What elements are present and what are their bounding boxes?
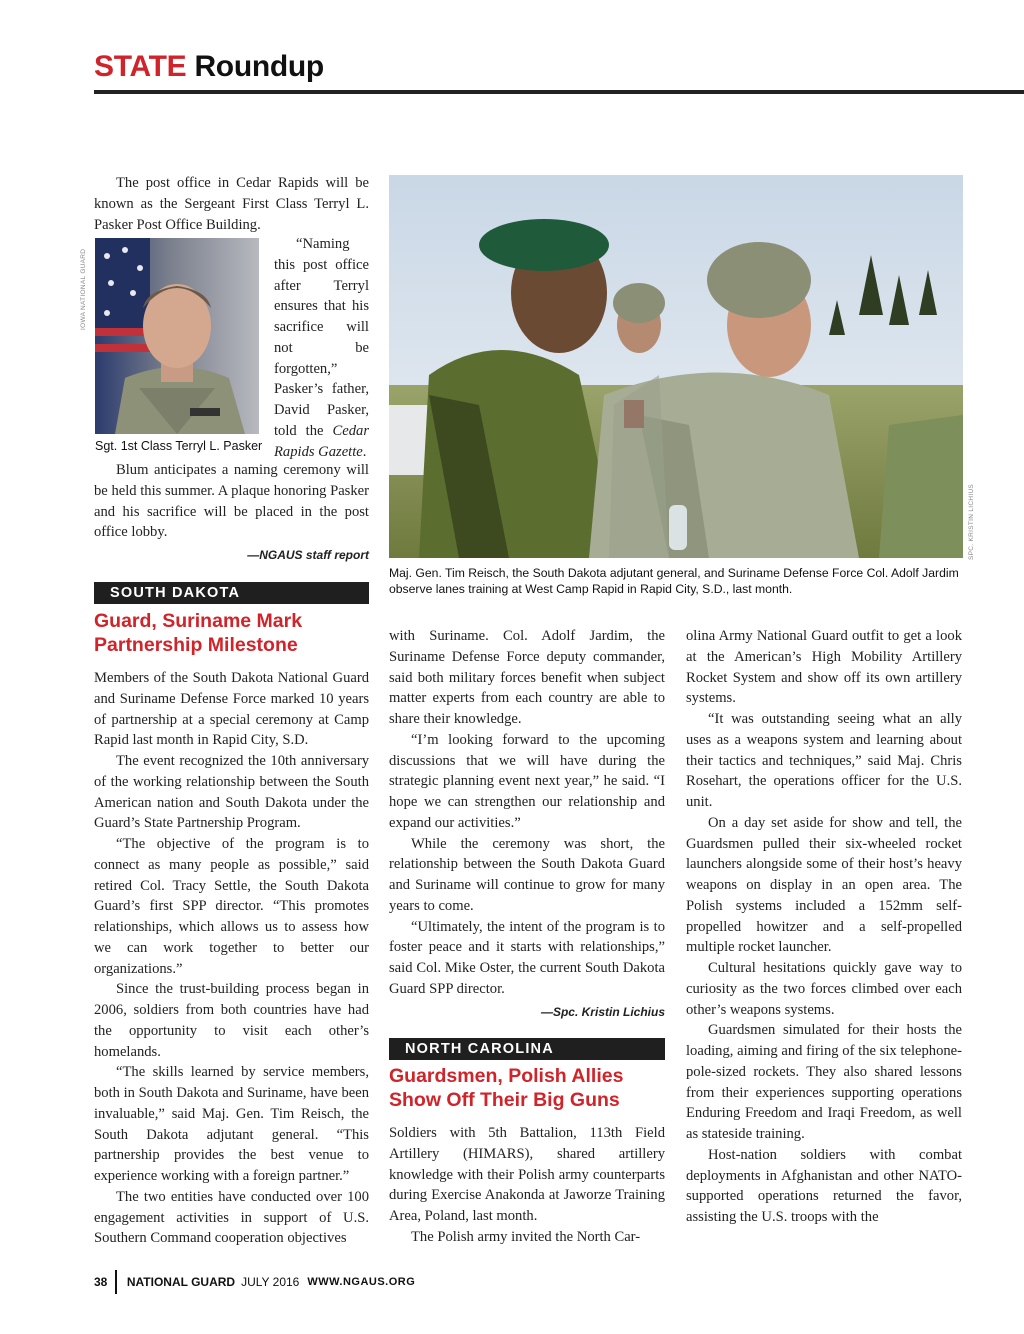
website-link[interactable]: WWW.NGAUS.ORG xyxy=(307,1276,416,1288)
photo-caption: Maj. Gen. Tim Reisch, the South Dakota adjutant general, and Suriname Defense Force Col. Adolf Jardim observe lanes training at West Camp Rapid in Rapid City, S.D., last month. xyxy=(389,566,959,596)
south-dakota-column-2 xyxy=(389,626,665,1022)
iowa-quote xyxy=(274,234,369,462)
article-paragraph: Since the trust-building process began in 2006, soldiers from both countries have had the opportunity to visit each other’s homelands. xyxy=(94,981,369,1060)
header-rule xyxy=(94,90,1024,94)
article-paragraph: olina Army National Guard outfit to get a look at the American’s High Mobility Artillery Rocket System and show off its own artillery systems. xyxy=(686,628,962,707)
article-paragraph: The Polish army invited the North Car- xyxy=(411,1228,641,1245)
article-paragraph: “It was outstanding seeing what an ally uses as a weapons system and learning about their tactics and techniques,” said Maj. Chris Rosehart, the operations officer for the U.S. unit. xyxy=(686,711,962,810)
newspaper-name: Cedar Rapids Gazette xyxy=(274,422,369,460)
photo-credit: SPC. KRISTIN LICHIUS xyxy=(968,483,975,560)
article-paragraph: Cultural hesitations quickly gave way to curiosity as the two forces climbed over each other’s weapons systems. xyxy=(686,960,962,1018)
article-paragraph: While the ceremony was short, the relationship between the South Dakota Guard and Suriname will continue to grow for many years to come. xyxy=(389,835,665,914)
article-paragraph: “Ultimately, the intent of the program is to foster peace and it starts with relationships,” said Col. Mike Oster, the current South Dakota Guard SPP director. xyxy=(389,918,665,997)
south-dakota-label: SOUTH DAKOTA xyxy=(94,582,369,604)
article-paragraph: The two entities have conducted over 100 engagement activities in support of U.S. Southern Command cooperation objectives xyxy=(94,1188,369,1247)
portrait-image xyxy=(95,238,259,434)
south-dakota-signature: —Spc. Kristin Lichius xyxy=(540,1004,665,1019)
iowa-signature: —NGAUS staff report xyxy=(247,548,369,562)
iowa-article xyxy=(94,173,369,235)
footer-divider xyxy=(115,1270,117,1294)
north-carolina-label: NORTH CAROLINA xyxy=(389,1038,665,1060)
article-paragraph: “I’m looking forward to the upcoming discussions that we will have during the strategic planning event next year,” he said. “I hope we can strengthen our relationship and expand our activities.” xyxy=(389,731,665,831)
north-carolina-column-3 xyxy=(686,626,962,1228)
iowa-paragraph: The post office in Cedar Rapids will be known as the Sergeant First Class Terryl L. Pasker Post Office Building. xyxy=(94,175,369,233)
article-paragraph: On a day set aside for show and tell, the Guardsmen pulled their six-wheeled rocket launchers alongside some of their host’s heavy weapons on display in an open area. The Polish systems included a 152mm self-propelled howitzer and a self-propelled multiple rocket launcher. xyxy=(686,814,962,956)
iowa-quote-text: “Naming this post office after Terryl ensures that his sacrifice will not be forgotten,” Pasker’s father, David Pasker, told the xyxy=(274,236,369,439)
issue-date: JULY 2016 xyxy=(241,1275,300,1289)
article-paragraph: Guardsmen simulated for their hosts the loading, aiming and firing of the six telephone-pole-sized rockets. They also shared lessons from their experiences supporting operations Enduring Freedom and Iraqi Freedom, as well as stateside training. xyxy=(686,1022,962,1142)
section-header xyxy=(94,50,324,84)
header-roundup: Roundup xyxy=(194,50,324,83)
portrait-photo xyxy=(95,238,259,434)
portrait-credit: IOWA NATIONAL GUARD xyxy=(80,248,87,330)
article-paragraph: The event recognized the 10th anniversary of the working relationship between the South American nation and South Dakota under the Guard’s State Partnership Program. xyxy=(94,753,369,832)
article-paragraph: Soldiers with 5th Battalion, 113th Field Artillery (HIMARS), shared artillery knowledge with their Polish army counterparts during Exercise Anakonda at Jaworze Training Area, Poland, last month. xyxy=(389,1125,665,1224)
article-paragraph: Members of the South Dakota National Guard and Suriname Defense Force marked 10 years of partnership at a special ceremony at Camp Rapid last month in Rapid City, S.D. xyxy=(94,670,369,749)
iowa-quote-end: . xyxy=(362,443,367,460)
iowa-closing xyxy=(94,460,369,566)
page-number: 38 xyxy=(94,1275,108,1289)
main-photo-image xyxy=(389,175,963,558)
page-footer xyxy=(94,1270,415,1294)
article-paragraph: “The skills learned by service members, both in South Dakota and Suriname, have been invaluable,” said Maj. Gen. Tim Reisch, the South Dakota adjutant general. “This partnership provides the best venue to experience working with a foreign partner.” xyxy=(94,1064,369,1184)
north-carolina-headline: Guardsmen, Polish Allies Show Off Their Big Guns xyxy=(389,1065,624,1111)
portrait-caption: Sgt. 1st Class Terryl L. Pasker xyxy=(95,439,263,453)
north-carolina-column-2 xyxy=(389,1123,665,1248)
main-photo xyxy=(389,175,963,558)
iowa-paragraph: Blum anticipates a naming ceremony will be held this summer. A plaque honoring Pasker and his sacrifice will be placed in the post office lobby. xyxy=(94,462,369,541)
article-paragraph: Host-nation soldiers with combat deployments in Afghanistan and other NATO-supported operations returned the favor, assisting the U.S. troops with the xyxy=(686,1146,962,1225)
south-dakota-headline: Guard, Suriname Mark Partnership Milestone xyxy=(94,610,303,656)
south-dakota-column-1 xyxy=(94,668,369,1249)
header-state: STATE xyxy=(94,50,187,83)
article-paragraph: with Suriname. Col. Adolf Jardim, the Suriname Defense Force deputy commander, said both military forces benefit when subject matter experts from each country are able to share their knowledge. xyxy=(389,628,665,727)
article-paragraph: “The objective of the program is to connect as many people as possible,” said retired Col. Tracy Settle, the South Dakota Guard’s first SPP director. “This promotes relationships, which allows us to assess how we can work together to better our organizations.” xyxy=(94,836,369,977)
magazine-name: NATIONAL GUARD xyxy=(126,1275,236,1289)
name-tape xyxy=(190,408,220,416)
